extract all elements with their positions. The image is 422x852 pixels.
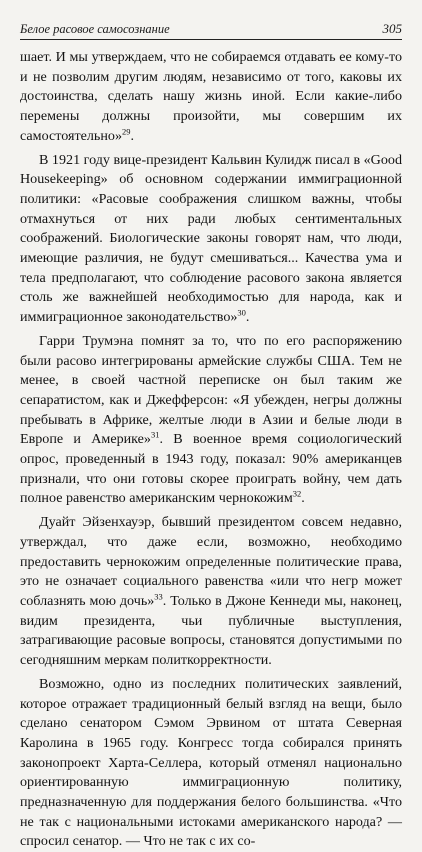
paragraph: Гарри Трумэна помнят за то, что по его распоряжению были расово интегрированы армейские службы США. Тем не менее, в своей частной переписке он был таким же сепаратистом, как и Джефферсон: «Я убежден, негры должны пребывать в Африке, желтые люди в Азии и белые люди в Европе и Америке»$^{31}$. В военное время социологический опрос, проведенный в 1943 году, показал: 90% американцев признали, что они готовы скорее проиграть войну, чем дать полное равенство американским чернокожим$^{32}$. <box>20 332 402 507</box>
header-rule <box>20 39 402 40</box>
footnote-ref: 30 <box>237 307 246 318</box>
running-title: Белое расовое самосознание <box>20 22 170 36</box>
footnote-ref: 31 <box>150 429 160 440</box>
page-number: 305 <box>382 21 402 36</box>
footnote-ref: 29 <box>122 126 131 137</box>
paragraph: В 1921 году вице-президент Кальвин Кулидж писал в «Good Housekeeping» об основном содержании иммиграционной политики: «Расовые соображения слишком важны, чтобы отмахнуться от них ради любых сентиментальных соображений. Биологические законы говорят нам, что люди, имеющие различия, не будут смешиваться... Качества ума и тела предполагают, что соблюдение расового закона является столь же важнейшей необходимостью для народа, как и иммиграционное законодательство»$^{30}$. <box>20 151 402 326</box>
paragraph: Дуайт Эйзенхауэр, бывший президентом совсем недавно, утверждал, что даже если, возможно, необходимо предоставить чернокожим определенные политические права, это не означает социального равенства «или что негр может соблазнять мою дочь»$^{33}$. Только в Джоне Кеннеди мы, наконец, видим президента, чьи публичные выступления, затрагивающие расовые вопросы, становятся допустимыми по сегодняшним меркам политкорректности. <box>20 514 402 669</box>
paragraph: шает. И мы утверждаем, что не собираемся отдавать ее кому-то и не позволим другим людям, независимо от того, каковы их достоинства, сделать нашу жизнь иной. Если какие-либо перемены должны произойти, мы совершим их самостоятельно»$^{29}$. <box>20 49 402 144</box>
body-text <box>20 48 402 852</box>
footnote-ref: 32 <box>292 488 302 499</box>
running-header <box>0 0 422 36</box>
footnote-ref: 33 <box>154 591 163 602</box>
paragraph: Возможно, одно из последних политических заявлений, которое отражает традиционный белый взгляд на вещи, было сделано сенатором Сэмом Эрвином от штата Северная Каролина в 1965 году. Конгресс тогда собирался принять законопроект Харта-Селлера, который отменял национально ориентированную иммиграционную политику, предназначенную для поддержания белого большинства. «Что не так с национальными истоками американского народа? — спросил сенатор. — Что не так с их со- <box>20 675 402 850</box>
